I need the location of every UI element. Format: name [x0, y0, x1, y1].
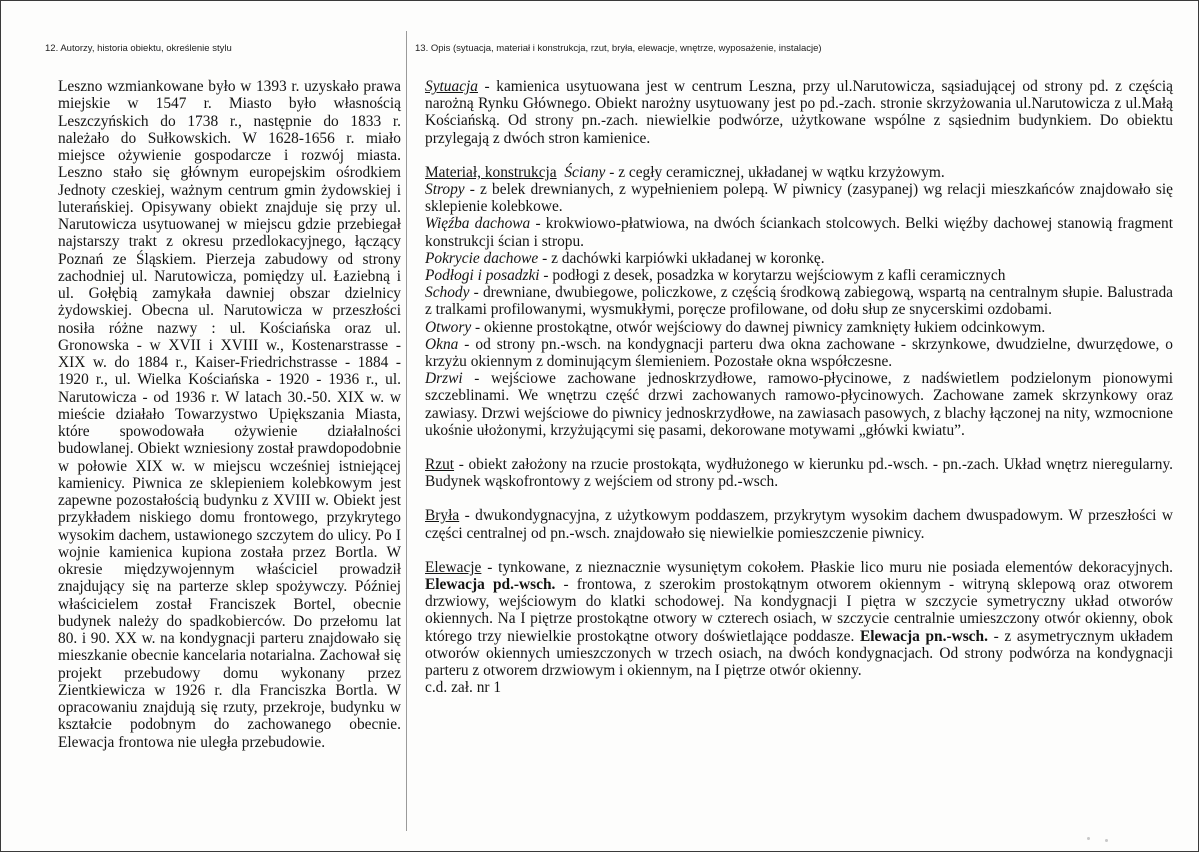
stairs-label: Schody: [425, 284, 470, 302]
windows-paragraph: [425, 336, 1173, 370]
roofing-paragraph: [425, 250, 1173, 267]
floors-text: - podłogi z desek, posadzka w korytarzu wejściowym z kafli ceramicznych: [539, 267, 1006, 285]
openings-label: Otwory: [425, 318, 472, 336]
column-divider: [406, 31, 407, 831]
roofing-label: Pokrycie dachowe: [425, 249, 539, 267]
doors-label: Drzwi: [425, 370, 463, 388]
material-walls-line: [425, 164, 1173, 181]
section-13-heading: 13. Opis (sytuacja, materiał i konstrukcja, rzut, bryła, elewacje, wnętrze, wyposażenie, instalacje): [415, 43, 822, 54]
doors-paragraph: [425, 370, 1173, 439]
ceilings-label: Stropy: [425, 181, 465, 199]
rear-elevation-label: Elewacja pn.-wsch.: [859, 627, 988, 645]
openings-paragraph: [425, 319, 1173, 336]
situation-label: Sytuacja: [425, 78, 478, 95]
walls-text: - z cegły ceramicznej, układanej w wątku krzyżowym.: [605, 163, 945, 181]
roof-truss-paragraph: [425, 215, 1173, 249]
stairs-paragraph: [425, 284, 1173, 318]
rear-elevation-text: - z asymetrycznym układem otworów okiennych umieszczonych w trzech osiach, na dwóch kondygnacjach. Od strony podwórza na kondygnacji parteru z otworem drzwiowym i okiennym, na I piętrze otwór okienny.: [425, 627, 1173, 680]
ceilings-paragraph: [425, 181, 1173, 215]
massing-label: Bryła: [425, 507, 460, 525]
roofing-text: - z dachówki karpiówki układanej w koronkę.: [538, 249, 825, 267]
scan-speck: [1087, 837, 1090, 840]
situation-text: - kamienica usytuowana jest w centrum Leszna, przy ul.Narutowicza, sąsiadującej od strony pd. z częścią narożną Rynku Głównego. Obiekt narożny usytuowany jest po pd.-zach. stronie skrzyżowania ul.Narutowicza z ul.Małą Kościańską. Od strony pn.-zach. niewielkie podwórze, użytkowane wspólne z sąsiednim budynkiem. Do obiektu przylegają z dwóch stron kamienice.: [425, 78, 1173, 147]
windows-label: Okna: [425, 335, 459, 353]
description-column: [425, 78, 1173, 697]
section-12-heading: 12. Autorzy, historia obiektu, określenie stylu: [45, 43, 232, 54]
plan-label: Rzut: [425, 456, 455, 474]
floors-paragraph: [425, 267, 1173, 284]
openings-text: - okienne prostokątne, otwór wejściowy do dawnej piwnicy zamknięty łukiem odcinkowym.: [471, 318, 1046, 336]
doors-text: - wejściowe zachowane jednoskrzydłowe, ramowo-płycinowe, z nadświetlem podzielonym pionowymi szczeblinami. We wnętrzu część drzwi zachowanych ramowo-płycinowych. Zachowane zamek skrzynkowy oraz zawiasy. Drzwi wejściowe do piwnicy jednoskrzydłowe, na zawiasach pasowych, z blachy łączonej na nity, wzmocnione ukośnie ułożonymi, krzyżującymi się pasami, dekorowane motywami „główki kwiatu”.: [425, 370, 1173, 439]
roof-truss-label: Więźba dachowa: [425, 215, 531, 233]
stairs-text: - drewniane, dwubiegowe, policzkowe, z częścią środkową zabiegową, wspartą na centralnym słupie. Balustrada z tralkami profilowanymi, wysmukłymi, poręcze profilowane, od dołu słup ze snycerskimi ozdobami.: [425, 284, 1173, 319]
elevations-label: Elewacje: [425, 558, 482, 576]
windows-text: - od strony pn.-wsch. na kondygnacji parteru dwa okna zachowane - skrzynkowe, dwudzielne, dwurzędowe, o krzyżu okiennym z dominującym ślemieniem. Pozostałe okna współczesne.: [425, 335, 1173, 371]
roof-truss-text: - krokwiowo-płatwiowa, na dwóch ściankach stolcowych. Belki więźby dachowej stanowią fragment konstrukcji ścian i stropu.: [425, 215, 1173, 250]
elevations-intro: - tynkowane, z nieznacznie wysuniętym cokołem. Płaskie lico muru nie posiada elementów dekoracyjnych.: [481, 558, 1173, 576]
history-text: Leszno wzmiankowane było w 1393 r. uzyskało prawa miejskie w 1547 r. Miasto było własnością Leszczyńskich do 1738 r., następnie do 1833 r. należało do Sułkowskich. W 1628-1656 r. miało miejsce ożywienie gospodarcze i rozwój miasta. Leszno stało się głównym europejskim ośrodkiem Jednoty czeskiej, ważnym centrum gmin żydowskiej i luterańskiej. Opisywany obiekt znajduje się przy ul. Narutowicza usytuowanej w miejscu gdzie przebiegał najstarszy trakt z okresu przedlokacyjnego, łączący Poznań ze Śląskiem. Pierzeja zabudowy od strony zachodniej ul. Narutowicza, pomiędzy ul. Łaziebną i ul. Gołębią zamykała dawniej obszar dzielnicy żydowskiej. Obecna ul. Narutowicza w przeszłości nosiła różne nazwy : ul. Kościańska oraz ul. Gronowska - w XVII i XVIII w., Kostenarstrasse - XIX w. do 1884 r., Kaiser-Friedrichstrasse - 1884 - 1920 r., ul. Wielka Kościańska - 1920 - 1936 r., ul. Narutowicza - od 1936 r. W latach 30.-50. XIX w. w mieście działało Towarzystwo Upiększania Miasta, które spowodowała ożywienie działalności budowlanej. Obiekt wzniesiony został prawdopodobnie w połowie XIX w. w miejscu wcześniej istniejącej kamienicy. Piwnica ze sklepieniem kolebkowym jest zapewne pozostałością budynku z XVIII w. Obiekt jest przykładem niskiego domu frontowego, przykrytego wysokim dachem, ustawionego szczytem do ulicy. Po I wojnie kamienica kupiona została przez Bortla. W okresie międzywojennym właściciel prowadził znajdujący się na parterze sklep spożywczy. Później właścicielem został Franciszek Bortel, obecnie budynek należy do spadkobierców. Do przełomu lat 80. i 90. XX w. na kondygnacji parteru znajdowało się mieszkanie obecnie kancelaria notarialna. Zachował się projekt przebudowy domu wykonany przez Zientkiewicza w 1926 r. dla Franciszka Bortla. W opracowaniu znajdują się rzuty, przekroje, budynku w kształcie podobnym do zachowanego obecnie. Elewacja frontowa nie uległa przebudowie.: [58, 78, 401, 751]
front-elevation-text: - frontowa, z szerokim prostokątnym otworem okiennym - witryną sklepową oraz otworem drzwiowy, wejściowym do klatki schodowej. Na kondygnacji I piętra w szczycie symetryczny układ otworów okiennych. Na I piętrze prostokątne otwory w czterech osiach, w szczycie centralnie umieszczony otwór okienny, obok którego trzy niewielkie prostokątne otwory doświetlające poddasze.: [425, 576, 1173, 645]
plan-paragraph: [425, 456, 1173, 490]
ceilings-text: - z belek drewnianych, z wypełnieniem polepą. W piwnicy (zasypanej) wg relacji mieszkańców znajdowało się sklepienie kolebkowe.: [425, 181, 1173, 216]
continuation-note: c.d. zał. nr 1: [425, 679, 502, 697]
situation-paragraph: [425, 78, 1173, 147]
elevations-paragraph: [425, 559, 1173, 679]
walls-label: Ściany: [564, 163, 606, 181]
scan-speck: [1105, 839, 1108, 842]
front-elevation-label: Elewacja pd.-wsch.: [425, 576, 556, 594]
massing-text: - dwukondygnacyjna, z użytkowym poddaszem, przykrytym wysokim dachem dwuspadowym. W przeszłości w części centralnej od pn.-wsch. znajdowało się niewielkie pomieszczenie piwnicy.: [425, 507, 1173, 542]
plan-text: - obiekt założony na rzucie prostokąta, wydłużonego w kierunku pd.-wsch. - pn.-zach. Układ wnętrz nieregularny. Budynek wąskofrontowy z wejściem od strony pd.-wsch.: [425, 456, 1173, 491]
massing-paragraph: [425, 507, 1173, 541]
floors-label: Podłogi i posadzki: [425, 267, 540, 285]
material-label: Materiał, konstrukcja: [425, 163, 557, 181]
